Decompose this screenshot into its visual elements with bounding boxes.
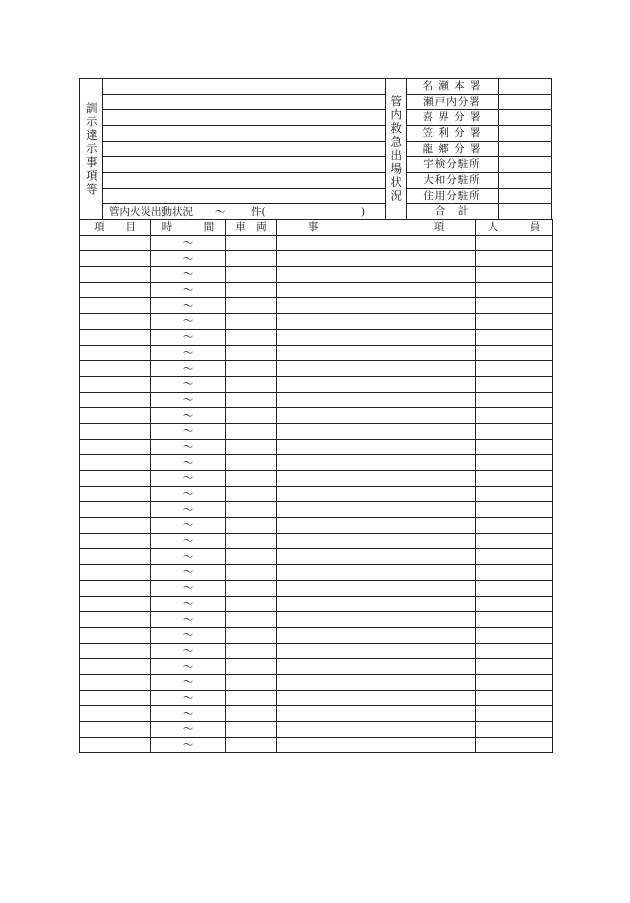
matter-cell[interactable] — [277, 737, 476, 753]
item-cell[interactable] — [80, 627, 151, 643]
station-row — [406, 110, 551, 126]
matter-cell[interactable] — [277, 533, 476, 549]
table-row — [80, 737, 553, 753]
personnel-cell[interactable] — [476, 298, 553, 314]
time-cell[interactable] — [151, 690, 226, 706]
table-row — [80, 627, 553, 643]
table-row — [80, 439, 553, 455]
item-cell[interactable] — [80, 329, 151, 345]
time-separator: ～ — [182, 691, 194, 704]
col-personnel: 人 員 — [476, 220, 553, 236]
table-row — [80, 345, 553, 361]
station-count-cell[interactable] — [499, 79, 551, 94]
time-separator: ～ — [182, 629, 194, 642]
instructions-lines — [103, 79, 386, 220]
station-name: 宇検分駐所 — [406, 157, 499, 172]
personnel-cell[interactable] — [476, 565, 553, 581]
item-cell[interactable] — [80, 690, 151, 706]
vehicle-cell[interactable] — [226, 408, 277, 424]
personnel-cell[interactable] — [476, 329, 553, 345]
vehicle-cell[interactable] — [226, 659, 277, 675]
item-cell[interactable] — [80, 423, 151, 439]
vehicle-cell[interactable] — [226, 423, 277, 439]
matter-cell[interactable] — [277, 580, 476, 596]
item-cell[interactable] — [80, 549, 151, 565]
table-row — [80, 643, 553, 659]
time-separator: ～ — [182, 268, 194, 281]
time-cell[interactable] — [151, 439, 226, 455]
matter-cell[interactable] — [277, 345, 476, 361]
matter-cell[interactable] — [277, 518, 476, 534]
station-row — [406, 142, 551, 158]
station-row — [406, 173, 551, 189]
station-name: 住用分駐所 — [406, 189, 499, 204]
personnel-cell[interactable] — [476, 549, 553, 565]
vehicle-cell[interactable] — [226, 251, 277, 267]
table-row — [80, 659, 553, 675]
item-cell[interactable] — [80, 674, 151, 690]
matter-cell[interactable] — [277, 565, 476, 581]
personnel-cell[interactable] — [476, 251, 553, 267]
matter-cell[interactable] — [277, 282, 476, 298]
item-cell[interactable] — [80, 643, 151, 659]
time-cell[interactable] — [151, 706, 226, 722]
vehicle-cell[interactable] — [226, 596, 277, 612]
vehicle-cell[interactable] — [226, 580, 277, 596]
table-row — [80, 565, 553, 581]
vehicle-cell[interactable] — [226, 674, 277, 690]
note-line[interactable] — [103, 95, 385, 111]
time-cell[interactable] — [151, 423, 226, 439]
personnel-cell[interactable] — [476, 706, 553, 722]
item-cell[interactable] — [80, 580, 151, 596]
personnel-cell[interactable] — [476, 361, 553, 377]
station-row — [406, 79, 551, 95]
time-cell[interactable] — [151, 361, 226, 377]
station-name: 笠 利 分 署 — [406, 126, 499, 141]
time-cell[interactable] — [151, 282, 226, 298]
personnel-cell[interactable] — [476, 423, 553, 439]
time-cell[interactable] — [151, 533, 226, 549]
item-cell[interactable] — [80, 486, 151, 502]
station-name: 龍 郷 分 署 — [406, 142, 499, 157]
item-cell[interactable] — [80, 298, 151, 314]
table-row — [80, 502, 553, 518]
table-row — [80, 298, 553, 314]
vehicle-cell[interactable] — [226, 533, 277, 549]
ambulance-label: 管内救急出場状況 — [389, 95, 404, 203]
personnel-cell[interactable] — [476, 737, 553, 753]
table-row — [80, 486, 553, 502]
time-cell[interactable] — [151, 627, 226, 643]
time-cell[interactable] — [151, 471, 226, 487]
matter-cell[interactable] — [277, 471, 476, 487]
note-line[interactable] — [103, 157, 385, 173]
personnel-cell[interactable] — [476, 376, 553, 392]
item-cell[interactable] — [80, 235, 151, 251]
matter-cell[interactable] — [277, 722, 476, 738]
item-cell[interactable] — [80, 392, 151, 408]
vehicle-cell[interactable] — [226, 376, 277, 392]
station-count-cell[interactable] — [499, 126, 551, 141]
vehicle-cell[interactable] — [226, 361, 277, 377]
personnel-cell[interactable] — [476, 627, 553, 643]
item-cell[interactable] — [80, 455, 151, 471]
personnel-cell[interactable] — [476, 580, 553, 596]
item-cell[interactable] — [80, 737, 151, 753]
personnel-cell[interactable] — [476, 408, 553, 424]
time-separator: ～ — [182, 331, 194, 344]
fire-dispatch-separator: ～ — [215, 206, 226, 218]
matter-cell[interactable] — [277, 329, 476, 345]
table-row — [80, 518, 553, 534]
table-row — [80, 267, 553, 283]
time-cell[interactable] — [151, 267, 226, 283]
time-cell[interactable] — [151, 455, 226, 471]
matter-cell[interactable] — [277, 690, 476, 706]
personnel-cell[interactable] — [476, 235, 553, 251]
vehicle-cell[interactable] — [226, 267, 277, 283]
personnel-cell[interactable] — [476, 690, 553, 706]
table-row — [80, 251, 553, 267]
station-count-cell[interactable] — [499, 157, 551, 172]
vehicle-cell[interactable] — [226, 706, 277, 722]
time-cell[interactable] — [151, 408, 226, 424]
fire-dispatch-label: 管内火災出動状況 — [109, 206, 193, 218]
time-cell[interactable] — [151, 643, 226, 659]
personnel-cell[interactable] — [476, 722, 553, 738]
log-header-row — [80, 220, 553, 236]
station-row — [406, 204, 551, 220]
time-separator: ～ — [182, 597, 194, 610]
personnel-cell[interactable] — [476, 345, 553, 361]
fire-dispatch-unit: 件( — [251, 206, 266, 218]
activity-log-table — [79, 219, 553, 753]
vehicle-cell[interactable] — [226, 690, 277, 706]
vehicle-cell[interactable] — [226, 282, 277, 298]
personnel-cell[interactable] — [476, 502, 553, 518]
item-cell[interactable] — [80, 267, 151, 283]
personnel-cell[interactable] — [476, 533, 553, 549]
time-separator: ～ — [182, 409, 194, 422]
station-count-cell[interactable] — [499, 95, 551, 110]
vehicle-cell[interactable] — [226, 439, 277, 455]
time-separator: ～ — [182, 613, 194, 626]
time-cell[interactable] — [151, 345, 226, 361]
table-row — [80, 690, 553, 706]
fire-dispatch-close: ) — [361, 206, 366, 218]
table-row — [80, 455, 553, 471]
item-cell[interactable] — [80, 376, 151, 392]
vehicle-cell[interactable] — [226, 298, 277, 314]
matter-cell[interactable] — [277, 549, 476, 565]
matter-cell[interactable] — [277, 643, 476, 659]
time-cell[interactable] — [151, 549, 226, 565]
item-cell[interactable] — [80, 596, 151, 612]
time-cell[interactable] — [151, 486, 226, 502]
fire-dispatch-status — [103, 205, 385, 220]
time-cell[interactable] — [151, 298, 226, 314]
col-time: 時 間 — [151, 220, 226, 236]
vehicle-cell[interactable] — [226, 643, 277, 659]
time-separator: ～ — [182, 503, 194, 516]
station-name: 瀬戸内分署 — [406, 95, 499, 110]
time-cell[interactable] — [151, 580, 226, 596]
note-line[interactable] — [103, 173, 385, 189]
table-row — [80, 282, 553, 298]
matter-cell[interactable] — [277, 706, 476, 722]
table-row — [80, 596, 553, 612]
time-separator: ～ — [182, 299, 194, 312]
vehicle-cell[interactable] — [226, 502, 277, 518]
table-row — [80, 361, 553, 377]
time-separator: ～ — [182, 707, 194, 720]
time-separator: ～ — [182, 456, 194, 469]
station-count-cell[interactable] — [499, 204, 551, 220]
matter-cell[interactable] — [277, 314, 476, 330]
time-cell[interactable] — [151, 392, 226, 408]
time-cell[interactable] — [151, 329, 226, 345]
matter-cell[interactable] — [277, 267, 476, 283]
station-count-cell[interactable] — [499, 142, 551, 157]
vehicle-cell[interactable] — [226, 737, 277, 753]
time-separator: ～ — [182, 252, 194, 265]
station-count-cell[interactable] — [499, 110, 551, 125]
time-separator: ～ — [182, 315, 194, 328]
time-cell[interactable] — [151, 502, 226, 518]
station-row — [406, 157, 551, 173]
time-cell[interactable] — [151, 251, 226, 267]
vehicle-cell[interactable] — [226, 627, 277, 643]
table-row — [80, 329, 553, 345]
station-row — [406, 126, 551, 142]
vehicle-cell[interactable] — [226, 329, 277, 345]
item-cell[interactable] — [80, 565, 151, 581]
item-cell[interactable] — [80, 282, 151, 298]
personnel-cell[interactable] — [476, 486, 553, 502]
station-name: 喜 界 分 署 — [406, 110, 499, 125]
personnel-cell[interactable] — [476, 674, 553, 690]
table-row — [80, 423, 553, 439]
vehicle-cell[interactable] — [226, 549, 277, 565]
table-row — [80, 533, 553, 549]
table-row — [80, 376, 553, 392]
item-cell[interactable] — [80, 439, 151, 455]
col-vehicle: 車 両 — [226, 220, 277, 236]
time-separator: ～ — [182, 566, 194, 579]
matter-cell[interactable] — [277, 486, 476, 502]
matter-cell[interactable] — [277, 627, 476, 643]
table-row — [80, 612, 553, 628]
station-name: 名 瀬 本 署 — [406, 79, 499, 94]
instructions-label: 訓示達示事項等 — [84, 101, 99, 197]
time-separator: ～ — [182, 440, 194, 453]
dispatch-log-form — [79, 78, 552, 753]
time-separator: ～ — [182, 550, 194, 563]
vehicle-cell[interactable] — [226, 612, 277, 628]
time-separator: ～ — [182, 519, 194, 532]
matter-cell[interactable] — [277, 439, 476, 455]
station-count-cell[interactable] — [499, 189, 551, 204]
vehicle-cell[interactable] — [226, 471, 277, 487]
time-separator: ～ — [182, 346, 194, 359]
station-count-cell[interactable] — [499, 173, 551, 188]
time-separator: ～ — [182, 676, 194, 689]
table-row — [80, 706, 553, 722]
time-separator: ～ — [182, 425, 194, 438]
personnel-cell[interactable] — [476, 314, 553, 330]
matter-cell[interactable] — [277, 502, 476, 518]
time-separator: ～ — [182, 739, 194, 752]
station-row — [406, 95, 551, 111]
table-row — [80, 674, 553, 690]
time-separator: ～ — [182, 535, 194, 548]
item-cell[interactable] — [80, 722, 151, 738]
personnel-cell[interactable] — [476, 596, 553, 612]
note-line[interactable] — [103, 126, 385, 142]
vehicle-cell[interactable] — [226, 722, 277, 738]
time-separator: ～ — [182, 237, 194, 250]
vehicle-cell[interactable] — [226, 455, 277, 471]
item-cell[interactable] — [80, 408, 151, 424]
personnel-cell[interactable] — [476, 471, 553, 487]
ambulance-label-cell — [385, 79, 407, 219]
table-row — [80, 408, 553, 424]
matter-cell[interactable] — [277, 361, 476, 377]
table-row — [80, 392, 553, 408]
time-cell[interactable] — [151, 565, 226, 581]
matter-cell[interactable] — [277, 596, 476, 612]
time-cell[interactable] — [151, 659, 226, 675]
time-cell[interactable] — [151, 674, 226, 690]
table-row — [80, 549, 553, 565]
table-row — [80, 580, 553, 596]
personnel-cell[interactable] — [476, 439, 553, 455]
vehicle-cell[interactable] — [226, 314, 277, 330]
note-line[interactable] — [103, 110, 385, 126]
matter-cell[interactable] — [277, 376, 476, 392]
log-body — [80, 235, 553, 753]
time-separator: ～ — [182, 284, 194, 297]
time-separator: ～ — [182, 582, 194, 595]
vehicle-cell[interactable] — [226, 565, 277, 581]
col-item: 項 目 — [80, 220, 151, 236]
item-cell[interactable] — [80, 533, 151, 549]
matter-cell[interactable] — [277, 251, 476, 267]
item-cell[interactable] — [80, 471, 151, 487]
time-separator: ～ — [182, 393, 194, 406]
item-cell[interactable] — [80, 314, 151, 330]
personnel-cell[interactable] — [476, 392, 553, 408]
matter-cell[interactable] — [277, 408, 476, 424]
item-cell[interactable] — [80, 706, 151, 722]
vehicle-cell[interactable] — [226, 392, 277, 408]
personnel-cell[interactable] — [476, 455, 553, 471]
station-row — [406, 189, 551, 205]
vehicle-cell[interactable] — [226, 518, 277, 534]
time-cell[interactable] — [151, 314, 226, 330]
station-list — [406, 79, 551, 220]
matter-cell[interactable] — [277, 235, 476, 251]
item-cell[interactable] — [80, 251, 151, 267]
time-separator: ～ — [182, 472, 194, 485]
personnel-cell[interactable] — [476, 612, 553, 628]
instructions-label-cell — [80, 79, 103, 219]
time-cell[interactable] — [151, 596, 226, 612]
time-cell[interactable] — [151, 737, 226, 753]
time-separator: ～ — [182, 362, 194, 375]
time-cell[interactable] — [151, 376, 226, 392]
table-row — [80, 471, 553, 487]
time-cell[interactable] — [151, 518, 226, 534]
personnel-cell[interactable] — [476, 282, 553, 298]
time-cell[interactable] — [151, 612, 226, 628]
personnel-cell[interactable] — [476, 267, 553, 283]
station-name: 合 計 — [406, 204, 499, 220]
vehicle-cell[interactable] — [226, 345, 277, 361]
matter-cell[interactable] — [277, 612, 476, 628]
item-cell[interactable] — [80, 659, 151, 675]
matter-cell[interactable] — [277, 659, 476, 675]
vehicle-cell[interactable] — [226, 235, 277, 251]
time-separator: ～ — [182, 644, 194, 657]
item-cell[interactable] — [80, 345, 151, 361]
table-row — [80, 314, 553, 330]
vehicle-cell[interactable] — [226, 486, 277, 502]
item-cell[interactable] — [80, 502, 151, 518]
matter-cell[interactable] — [277, 455, 476, 471]
header-section — [79, 78, 552, 219]
time-cell[interactable] — [151, 722, 226, 738]
personnel-cell[interactable] — [476, 518, 553, 534]
table-row — [80, 722, 553, 738]
table-row — [80, 235, 553, 251]
personnel-cell[interactable] — [476, 659, 553, 675]
note-line[interactable] — [103, 79, 385, 95]
time-cell[interactable] — [151, 235, 226, 251]
item-cell[interactable] — [80, 518, 151, 534]
note-line[interactable] — [103, 142, 385, 158]
item-cell[interactable] — [80, 361, 151, 377]
matter-cell[interactable] — [277, 298, 476, 314]
col-matter: 事 項 — [277, 220, 476, 236]
matter-cell[interactable] — [277, 423, 476, 439]
time-separator: ～ — [182, 378, 194, 391]
matter-cell[interactable] — [277, 392, 476, 408]
time-separator: ～ — [182, 723, 194, 736]
personnel-cell[interactable] — [476, 643, 553, 659]
note-line[interactable] — [103, 189, 385, 205]
time-separator: ～ — [182, 660, 194, 673]
station-name: 大和分駐所 — [406, 173, 499, 188]
item-cell[interactable] — [80, 612, 151, 628]
matter-cell[interactable] — [277, 674, 476, 690]
time-separator: ～ — [182, 488, 194, 501]
